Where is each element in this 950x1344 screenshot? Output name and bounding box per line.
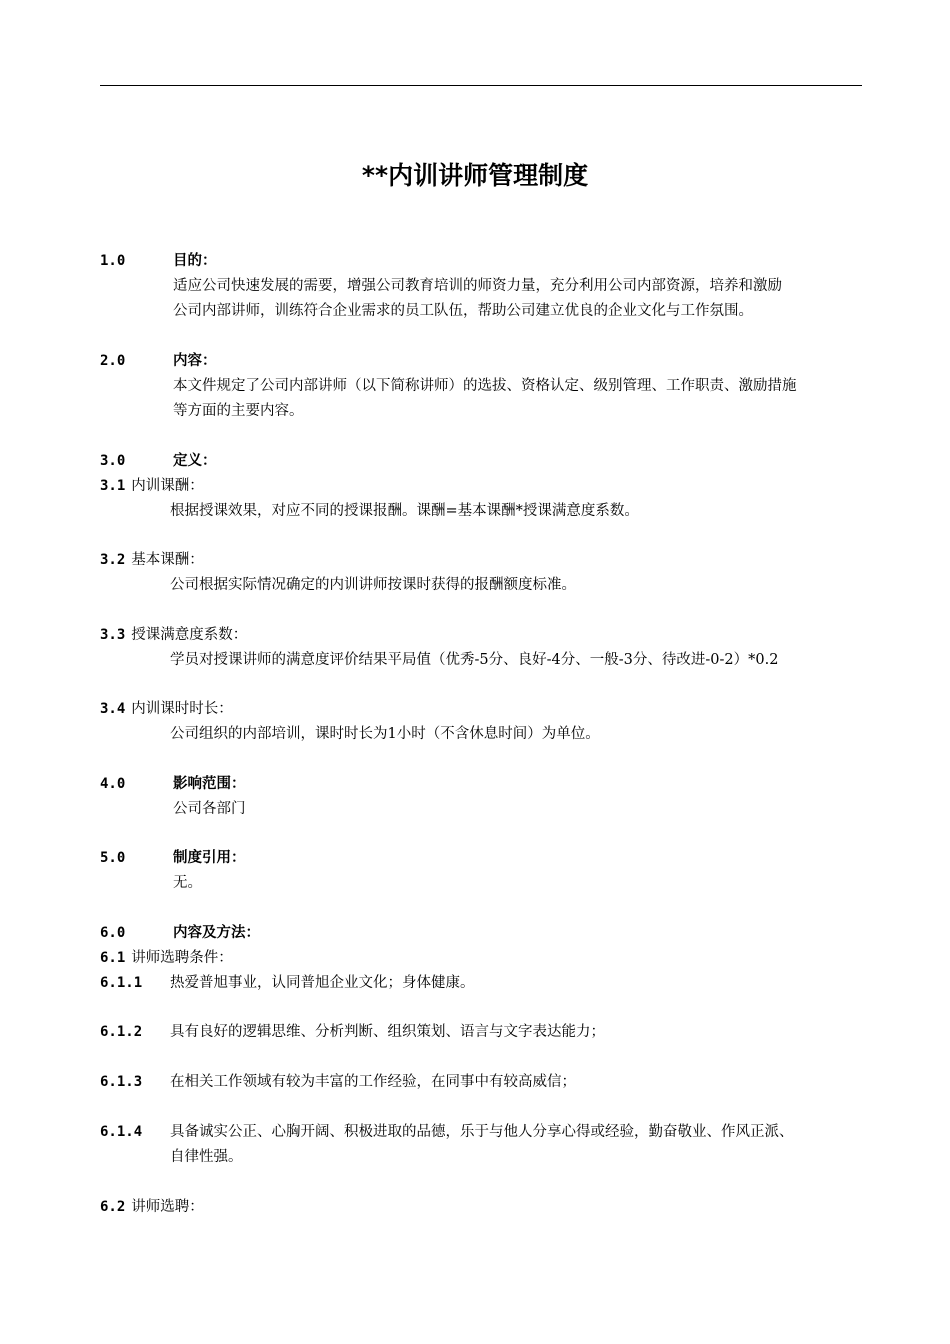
section-title: 内容及方法： — [173, 925, 260, 941]
list-item — [100, 971, 475, 996]
definition-number: 3.4 — [100, 701, 126, 717]
definition-label: 基本课酬： — [131, 552, 204, 568]
body-line: 适应公司快速发展的需要，增强公司教育培训的师资力量，充分利用公司内部资源，培养和激励 — [173, 278, 782, 294]
item-number: 6.1.4 — [100, 1124, 143, 1140]
item-text: 热爱普旭事业，认同普旭企业文化；身体健康。 — [170, 975, 475, 991]
subsection-heading-selection — [100, 946, 233, 971]
subsection-title: 讲师选聘条件： — [131, 950, 233, 966]
subsection-heading-hiring — [100, 1195, 204, 1220]
subsection-number: 6.1 — [100, 950, 126, 966]
body-line: 公司内部讲师，训练符合企业需求的员工队伍，帮助公司建立优良的企业文化与工作氛围。 — [173, 303, 753, 319]
definition-text: 学员对授课讲师的满意度评价结果平局值（优秀-5分、良好-4分、一般-3分、待改进-0-2）*0.2 — [170, 652, 779, 668]
section-title: 定义： — [173, 453, 217, 469]
section-title: 内容： — [173, 353, 217, 369]
definition-number: 3.3 — [100, 627, 126, 643]
item-text: 在相关工作领域有较为丰富的工作经验，在同事中有较高威信； — [170, 1074, 576, 1090]
section-heading-methods — [100, 921, 260, 946]
item-number: 6.1.2 — [100, 1024, 143, 1040]
definition-term — [100, 548, 204, 573]
item-text: 具有良好的逻辑思维、分析判断、组织策划、语言与文字表达能力； — [170, 1024, 605, 1040]
list-item — [100, 1020, 605, 1045]
definition-term — [100, 697, 233, 722]
item-number: 6.1.3 — [100, 1074, 143, 1090]
definition-text: 公司组织的内部培训，课时时长为1小时（不含休息时间）为单位。 — [170, 726, 600, 742]
body-line: 本文件规定了公司内部讲师（以下简称讲师）的选拔、资格认定、级别管理、工作职责、激励措施 — [173, 378, 797, 394]
section-number: 2.0 — [100, 353, 126, 369]
section-number: 5.0 — [100, 850, 126, 866]
section-body-content — [173, 374, 797, 424]
subsection-title: 讲师选聘： — [131, 1199, 204, 1215]
section-body-purpose — [173, 274, 782, 324]
definition-number: 3.2 — [100, 552, 126, 568]
definition-term — [100, 623, 247, 648]
section-heading-definitions — [100, 449, 217, 474]
definition-term — [100, 474, 204, 499]
section-heading-purpose — [100, 249, 217, 274]
section-title: 影响范围： — [173, 776, 246, 792]
definition-text: 公司根据实际情况确定的内训讲师按课时获得的报酬额度标准。 — [170, 577, 576, 593]
section-number: 3.0 — [100, 453, 126, 469]
definition-number: 3.1 — [100, 478, 126, 494]
list-item — [100, 1120, 794, 1145]
subsection-number: 6.2 — [100, 1199, 126, 1215]
section-number: 1.0 — [100, 253, 126, 269]
definition-label: 内训课酬： — [131, 478, 204, 494]
list-item — [100, 1070, 576, 1095]
section-heading-content — [100, 349, 217, 374]
definition-label: 授课满意度系数： — [131, 627, 248, 643]
item-number: 6.1.1 — [100, 975, 143, 991]
definition-label: 内训课时时长： — [131, 701, 233, 717]
section-body-references: 无。 — [173, 875, 202, 891]
definition-text: 根据授课效果，对应不同的授课报酬。课酬=基本课酬*授课满意度系数。 — [170, 503, 639, 519]
document-title: **内训讲师管理制度 — [361, 161, 589, 190]
section-number: 4.0 — [100, 776, 126, 792]
section-heading-scope — [100, 772, 246, 797]
body-line: 等方面的主要内容。 — [173, 403, 304, 419]
section-body-scope: 公司各部门 — [173, 801, 246, 817]
section-number: 6.0 — [100, 925, 126, 941]
section-title: 制度引用： — [173, 850, 246, 866]
section-title: 目的： — [173, 253, 217, 269]
item-text-continued: 自律性强。 — [170, 1149, 243, 1165]
item-text: 具备诚实公正、心胸开阔、积极进取的品德，乐于与他人分享心得或经验，勤奋敬业、作风正派、 — [170, 1124, 794, 1140]
header-rule — [100, 85, 862, 86]
section-heading-references — [100, 846, 246, 871]
